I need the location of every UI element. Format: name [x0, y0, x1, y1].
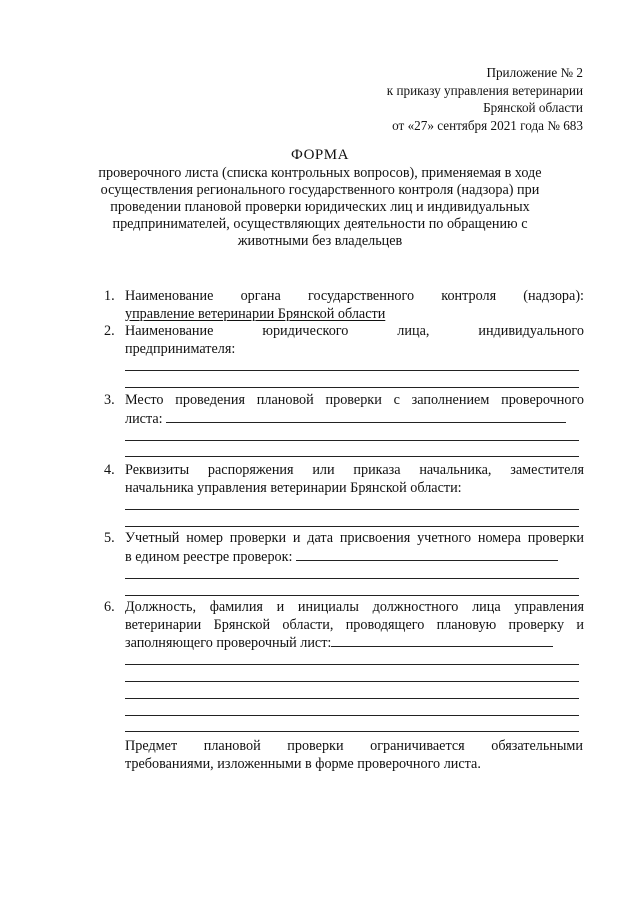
item-5-line-1: Учетный номер проверки и дата присвоения учетного номера проверки	[125, 530, 584, 546]
item-6	[104, 599, 584, 653]
item-3-line-1: Место проведения плановой проверки с заполнением проверочного	[125, 392, 584, 408]
item-1-line-1: Наименование органа государственного контроля (надзора):	[125, 288, 584, 304]
title-line-5: животными без владельцев	[237, 233, 403, 249]
item-3-fill-line-2[interactable]	[125, 456, 579, 457]
appendix-line-3: Брянской области	[483, 100, 583, 115]
item-4-number: 4.	[104, 462, 115, 478]
item-3	[104, 392, 584, 428]
title-heading: ФОРМА	[291, 147, 349, 163]
title-line-3: проведении плановой проверки юридических лиц и индивидуальных	[110, 199, 530, 215]
appendix-line-2: к приказу управления ветеринарии	[386, 82, 583, 98]
item-6-number: 6.	[104, 599, 115, 615]
item-3-fill-line-1[interactable]	[125, 440, 579, 441]
appendix-line-1: Приложение № 2	[486, 65, 583, 80]
item-4-line-2: начальника управления ветеринарии Брянской области:	[125, 479, 462, 496]
item-5	[104, 530, 584, 566]
item-4-fill-line-2[interactable]	[125, 526, 579, 527]
item-6-line-3: заполняющего проверочный лист:	[125, 635, 332, 651]
item-1-number: 1.	[104, 288, 115, 304]
item-6-fill-line-3[interactable]	[125, 698, 579, 699]
title-line-2: осуществления регионального государственного контроля (надзора) при	[100, 182, 540, 198]
item-2-line-1: Наименование юридического лица, индивидуального	[125, 323, 584, 339]
note-line-2: требованиями, изложенными в форме проверочного листа.	[125, 756, 481, 772]
item-2-number: 2.	[104, 323, 115, 339]
item-6-inline-blank[interactable]	[331, 634, 553, 647]
item-2-line-2: предпринимателя:	[125, 340, 236, 357]
item-2-fill-line-1[interactable]	[125, 370, 579, 371]
item-5-number: 5.	[104, 530, 115, 546]
item-3-inline-blank[interactable]	[166, 410, 566, 423]
item-6-line-2: ветеринарии Брянской области, проводящего плановую проверку и	[125, 616, 584, 633]
item-3-line-2: листа:	[125, 410, 163, 427]
item-1	[104, 288, 584, 323]
closing-note	[125, 737, 583, 773]
item-1-value: управление ветеринарии Брянской области	[125, 305, 386, 322]
appendix-line-4: от «27» сентября 2021 года № 683	[392, 117, 583, 133]
appendix-header	[387, 64, 583, 134]
item-5-fill-line-1[interactable]	[125, 578, 579, 579]
item-4	[104, 462, 584, 497]
item-6-fill-line-2[interactable]	[125, 681, 579, 682]
item-5-line-2: в едином реестре проверок:	[125, 548, 293, 565]
note-line-1: Предмет плановой проверки ограничивается обязательными	[125, 738, 583, 754]
title-line-1: проверочного листа (списка контрольных вопросов), применяемая в ходе	[98, 165, 542, 181]
item-6-fill-line-4[interactable]	[125, 715, 579, 716]
item-6-line-1: Должность, фамилия и инициалы должностного лица управления	[125, 599, 584, 615]
item-6-fill-line-5[interactable]	[125, 731, 579, 732]
item-4-fill-line-1[interactable]	[125, 509, 579, 510]
item-2-fill-line-2[interactable]	[125, 387, 579, 388]
item-4-line-1: Реквизиты распоряжения или приказа начальника, заместителя	[125, 462, 584, 478]
item-5-inline-blank[interactable]	[296, 548, 558, 561]
item-2	[104, 323, 584, 358]
document-title	[80, 147, 560, 250]
item-6-fill-line-1[interactable]	[125, 664, 579, 665]
item-5-fill-line-2[interactable]	[125, 595, 579, 596]
title-line-4: предпринимателей, осуществляющих деятельности по обращению с	[112, 216, 528, 232]
item-3-number: 3.	[104, 392, 115, 408]
